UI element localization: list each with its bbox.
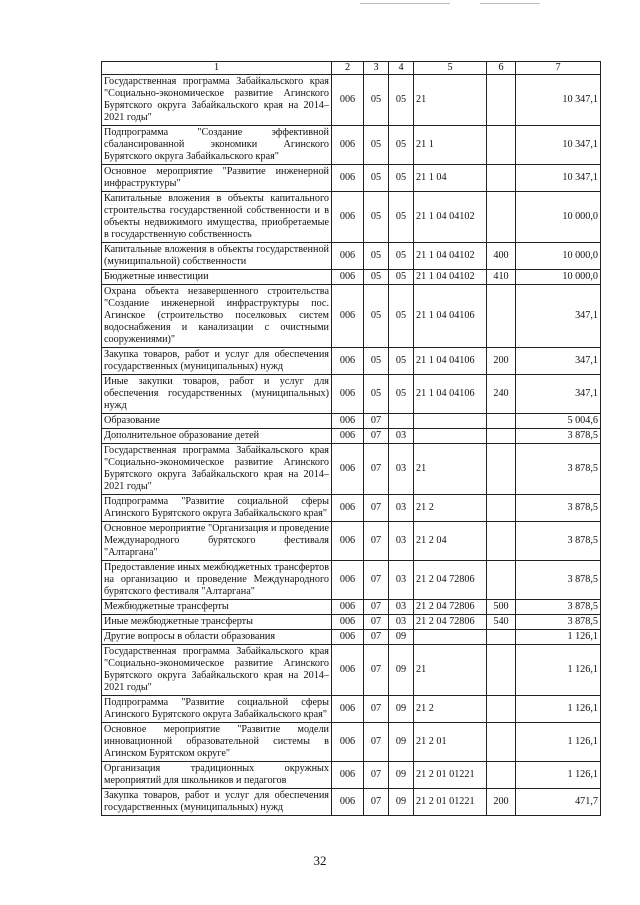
amount-cell: 1 126,1 xyxy=(516,762,601,789)
expense-type-cell xyxy=(487,495,516,522)
table-row xyxy=(102,762,601,789)
table-row xyxy=(102,192,601,243)
item-name-cell: Основное мероприятие "Развитие модели инновационной образовательной системы в Агинском Бурятском округе" xyxy=(102,723,332,762)
target-article-cell: 21 1 04 04106 xyxy=(414,285,487,348)
item-name-cell: Охрана объекта незавершенного строительства "Создание инженерной инфраструктуры пос. Агинское (строительство поселковых систем водоснабжения и канализации с очистными сооружениями)" xyxy=(102,285,332,348)
expense-type-cell: 540 xyxy=(487,615,516,630)
expense-type-cell xyxy=(487,126,516,165)
subsection-cell: 09 xyxy=(389,789,414,816)
scan-artifact xyxy=(480,3,540,4)
amount-cell: 3 878,5 xyxy=(516,429,601,444)
subsection-cell: 03 xyxy=(389,561,414,600)
expense-type-cell xyxy=(487,630,516,645)
item-name-cell: Государственная программа Забайкальского края "Социально-экономическое развитие Агинского Бурятского округа Забайкальского края на 2014–2021 годы" xyxy=(102,444,332,495)
section-cell: 07 xyxy=(364,630,389,645)
item-name-cell: Основное мероприятие "Организация и проведение Международного бурятского фестиваля "Алтаргана" xyxy=(102,522,332,561)
target-article-cell: 21 2 04 72806 xyxy=(414,615,487,630)
admin-code-cell: 006 xyxy=(332,615,364,630)
table-row xyxy=(102,600,601,615)
admin-code-cell: 006 xyxy=(332,495,364,522)
section-cell: 05 xyxy=(364,348,389,375)
section-cell: 05 xyxy=(364,126,389,165)
amount-cell: 10 347,1 xyxy=(516,165,601,192)
subsection-cell: 03 xyxy=(389,444,414,495)
expense-type-cell: 500 xyxy=(487,600,516,615)
amount-cell: 1 126,1 xyxy=(516,645,601,696)
amount-cell: 3 878,5 xyxy=(516,444,601,495)
target-article-cell: 21 1 04 04106 xyxy=(414,375,487,414)
target-article-cell: 21 xyxy=(414,444,487,495)
item-name-cell: Бюджетные инвестиции xyxy=(102,270,332,285)
amount-cell: 3 878,5 xyxy=(516,561,601,600)
section-cell: 05 xyxy=(364,285,389,348)
column-header: 4 xyxy=(389,62,414,75)
item-name-cell: Организация традиционных окружных мероприятий для школьников и педагогов xyxy=(102,762,332,789)
admin-code-cell: 006 xyxy=(332,630,364,645)
table-row xyxy=(102,645,601,696)
section-cell: 07 xyxy=(364,429,389,444)
item-name-cell: Капитальные вложения в объекты государственной (муниципальной) собственности xyxy=(102,243,332,270)
section-cell: 07 xyxy=(364,522,389,561)
column-header: 6 xyxy=(487,62,516,75)
target-article-cell xyxy=(414,414,487,429)
amount-cell: 5 004,6 xyxy=(516,414,601,429)
section-cell: 07 xyxy=(364,600,389,615)
table-row xyxy=(102,126,601,165)
target-article-cell: 21 xyxy=(414,645,487,696)
section-cell: 07 xyxy=(364,723,389,762)
section-cell: 05 xyxy=(364,243,389,270)
section-cell: 07 xyxy=(364,645,389,696)
expense-type-cell xyxy=(487,645,516,696)
admin-code-cell: 006 xyxy=(332,600,364,615)
target-article-cell: 21 1 04 04106 xyxy=(414,348,487,375)
admin-code-cell: 006 xyxy=(332,375,364,414)
admin-code-cell: 006 xyxy=(332,561,364,600)
subsection-cell: 05 xyxy=(389,270,414,285)
section-cell: 07 xyxy=(364,561,389,600)
table-row xyxy=(102,375,601,414)
page-number: 32 xyxy=(313,853,327,868)
subsection-cell: 03 xyxy=(389,495,414,522)
amount-cell: 347,1 xyxy=(516,348,601,375)
item-name-cell: Закупка товаров, работ и услуг для обеспечения государственных (муниципальных) нужд xyxy=(102,789,332,816)
admin-code-cell: 006 xyxy=(332,126,364,165)
section-cell: 05 xyxy=(364,192,389,243)
table-row xyxy=(102,630,601,645)
expense-type-cell xyxy=(487,285,516,348)
admin-code-cell: 006 xyxy=(332,789,364,816)
subsection-cell: 09 xyxy=(389,723,414,762)
table-row xyxy=(102,429,601,444)
subsection-cell: 05 xyxy=(389,285,414,348)
table-row xyxy=(102,165,601,192)
item-name-cell: Предоставление иных межбюджетных трансфертов на организацию и проведение Международного бурятского фестиваля "Алтаргана" xyxy=(102,561,332,600)
admin-code-cell: 006 xyxy=(332,429,364,444)
target-article-cell: 21 2 01 xyxy=(414,723,487,762)
table-row xyxy=(102,243,601,270)
expense-type-cell: 240 xyxy=(487,375,516,414)
section-cell: 05 xyxy=(364,75,389,126)
expense-type-cell: 200 xyxy=(487,348,516,375)
admin-code-cell: 006 xyxy=(332,723,364,762)
subsection-cell: 03 xyxy=(389,522,414,561)
target-article-cell: 21 2 04 72806 xyxy=(414,561,487,600)
target-article-cell: 21 2 01 01221 xyxy=(414,789,487,816)
admin-code-cell: 006 xyxy=(332,348,364,375)
table-row xyxy=(102,789,601,816)
budget-table xyxy=(101,61,601,816)
target-article-cell: 21 2 xyxy=(414,696,487,723)
amount-cell: 3 878,5 xyxy=(516,495,601,522)
amount-cell: 1 126,1 xyxy=(516,696,601,723)
subsection-cell: 05 xyxy=(389,375,414,414)
table-row xyxy=(102,495,601,522)
subsection-cell: 09 xyxy=(389,762,414,789)
admin-code-cell: 006 xyxy=(332,165,364,192)
table-row xyxy=(102,723,601,762)
section-cell: 07 xyxy=(364,414,389,429)
expense-type-cell: 410 xyxy=(487,270,516,285)
amount-cell: 10 000,0 xyxy=(516,192,601,243)
section-cell: 07 xyxy=(364,615,389,630)
target-article-cell: 21 1 04 04102 xyxy=(414,243,487,270)
amount-cell: 1 126,1 xyxy=(516,630,601,645)
target-article-cell: 21 2 04 72806 xyxy=(414,600,487,615)
amount-cell: 10 000,0 xyxy=(516,270,601,285)
admin-code-cell: 006 xyxy=(332,75,364,126)
subsection-cell: 09 xyxy=(389,645,414,696)
subsection-cell: 05 xyxy=(389,126,414,165)
target-article-cell: 21 1 04 04102 xyxy=(414,192,487,243)
expense-type-cell xyxy=(487,522,516,561)
subsection-cell: 05 xyxy=(389,348,414,375)
target-article-cell: 21 1 04 04102 xyxy=(414,270,487,285)
amount-cell: 10 347,1 xyxy=(516,126,601,165)
subsection-cell: 03 xyxy=(389,615,414,630)
item-name-cell: Подпрограмма "Создание эффективной сбалансированной экономики Агинского Бурятского округа Забайкальского края" xyxy=(102,126,332,165)
section-cell: 05 xyxy=(364,375,389,414)
table-row xyxy=(102,561,601,600)
target-article-cell: 21 1 xyxy=(414,126,487,165)
subsection-cell: 05 xyxy=(389,243,414,270)
table-header-row xyxy=(102,62,601,75)
expense-type-cell xyxy=(487,696,516,723)
admin-code-cell: 006 xyxy=(332,762,364,789)
scan-artifact xyxy=(360,3,450,4)
item-name-cell: Подпрограмма "Развитие социальной сферы Агинского Бурятского округа Забайкальского края" xyxy=(102,696,332,723)
column-header: 7 xyxy=(516,62,601,75)
table-body xyxy=(102,75,601,816)
column-header: 5 xyxy=(414,62,487,75)
section-cell: 05 xyxy=(364,270,389,285)
expense-type-cell xyxy=(487,762,516,789)
item-name-cell: Межбюджетные трансферты xyxy=(102,600,332,615)
table-row xyxy=(102,75,601,126)
table-row xyxy=(102,285,601,348)
expense-type-cell xyxy=(487,561,516,600)
column-header: 3 xyxy=(364,62,389,75)
subsection-cell: 05 xyxy=(389,165,414,192)
amount-cell: 3 878,5 xyxy=(516,615,601,630)
item-name-cell: Иные межбюджетные трансферты xyxy=(102,615,332,630)
amount-cell: 3 878,5 xyxy=(516,600,601,615)
table-row xyxy=(102,270,601,285)
admin-code-cell: 006 xyxy=(332,285,364,348)
admin-code-cell: 006 xyxy=(332,270,364,285)
admin-code-cell: 006 xyxy=(332,444,364,495)
target-article-cell xyxy=(414,630,487,645)
table-row xyxy=(102,696,601,723)
item-name-cell: Основное мероприятие "Развитие инженерной инфраструктуры" xyxy=(102,165,332,192)
expense-type-cell xyxy=(487,165,516,192)
admin-code-cell: 006 xyxy=(332,696,364,723)
subsection-cell: 09 xyxy=(389,630,414,645)
table-row xyxy=(102,414,601,429)
expense-type-cell: 400 xyxy=(487,243,516,270)
item-name-cell: Государственная программа Забайкальского края "Социально-экономическое развитие Агинского Бурятского округа Забайкальского края на 2014–2021 годы" xyxy=(102,75,332,126)
section-cell: 07 xyxy=(364,696,389,723)
subsection-cell xyxy=(389,414,414,429)
column-header: 1 xyxy=(102,62,332,75)
table-row xyxy=(102,522,601,561)
amount-cell: 10 347,1 xyxy=(516,75,601,126)
section-cell: 07 xyxy=(364,762,389,789)
admin-code-cell: 006 xyxy=(332,645,364,696)
subsection-cell: 03 xyxy=(389,600,414,615)
section-cell: 05 xyxy=(364,165,389,192)
expense-type-cell xyxy=(487,723,516,762)
expense-type-cell xyxy=(487,429,516,444)
section-cell: 07 xyxy=(364,444,389,495)
item-name-cell: Образование xyxy=(102,414,332,429)
item-name-cell: Дополнительное образование детей xyxy=(102,429,332,444)
subsection-cell: 05 xyxy=(389,192,414,243)
amount-cell: 10 000,0 xyxy=(516,243,601,270)
target-article-cell: 21 2 04 xyxy=(414,522,487,561)
column-header: 2 xyxy=(332,62,364,75)
admin-code-cell: 006 xyxy=(332,414,364,429)
subsection-cell: 03 xyxy=(389,429,414,444)
admin-code-cell: 006 xyxy=(332,243,364,270)
target-article-cell: 21 xyxy=(414,75,487,126)
item-name-cell: Государственная программа Забайкальского края "Социально-экономическое развитие Агинского Бурятского округа Забайкальского края на 2014–2021 годы" xyxy=(102,645,332,696)
table-row xyxy=(102,348,601,375)
admin-code-cell: 006 xyxy=(332,522,364,561)
target-article-cell xyxy=(414,429,487,444)
admin-code-cell: 006 xyxy=(332,192,364,243)
item-name-cell: Другие вопросы в области образования xyxy=(102,630,332,645)
subsection-cell: 09 xyxy=(389,696,414,723)
section-cell: 07 xyxy=(364,789,389,816)
expense-type-cell xyxy=(487,414,516,429)
target-article-cell: 21 2 01 01221 xyxy=(414,762,487,789)
target-article-cell: 21 2 xyxy=(414,495,487,522)
item-name-cell: Закупка товаров, работ и услуг для обеспечения государственных (муниципальных) нужд xyxy=(102,348,332,375)
item-name-cell: Иные закупки товаров, работ и услуг для обеспечения государственных (муниципальных) нужд xyxy=(102,375,332,414)
expense-type-cell xyxy=(487,192,516,243)
target-article-cell: 21 1 04 xyxy=(414,165,487,192)
table-row xyxy=(102,615,601,630)
subsection-cell: 05 xyxy=(389,75,414,126)
expense-type-cell xyxy=(487,75,516,126)
amount-cell: 347,1 xyxy=(516,375,601,414)
item-name-cell: Подпрограмма "Развитие социальной сферы Агинского Бурятского округа Забайкальского края" xyxy=(102,495,332,522)
amount-cell: 471,7 xyxy=(516,789,601,816)
amount-cell: 347,1 xyxy=(516,285,601,348)
expense-type-cell xyxy=(487,444,516,495)
item-name-cell: Капитальные вложения в объекты капитального строительства государственной собственности и в объекты недвижимого имущества, приобретаемые в государственную собственность xyxy=(102,192,332,243)
amount-cell: 1 126,1 xyxy=(516,723,601,762)
section-cell: 07 xyxy=(364,495,389,522)
expense-type-cell: 200 xyxy=(487,789,516,816)
table-row xyxy=(102,444,601,495)
amount-cell: 3 878,5 xyxy=(516,522,601,561)
